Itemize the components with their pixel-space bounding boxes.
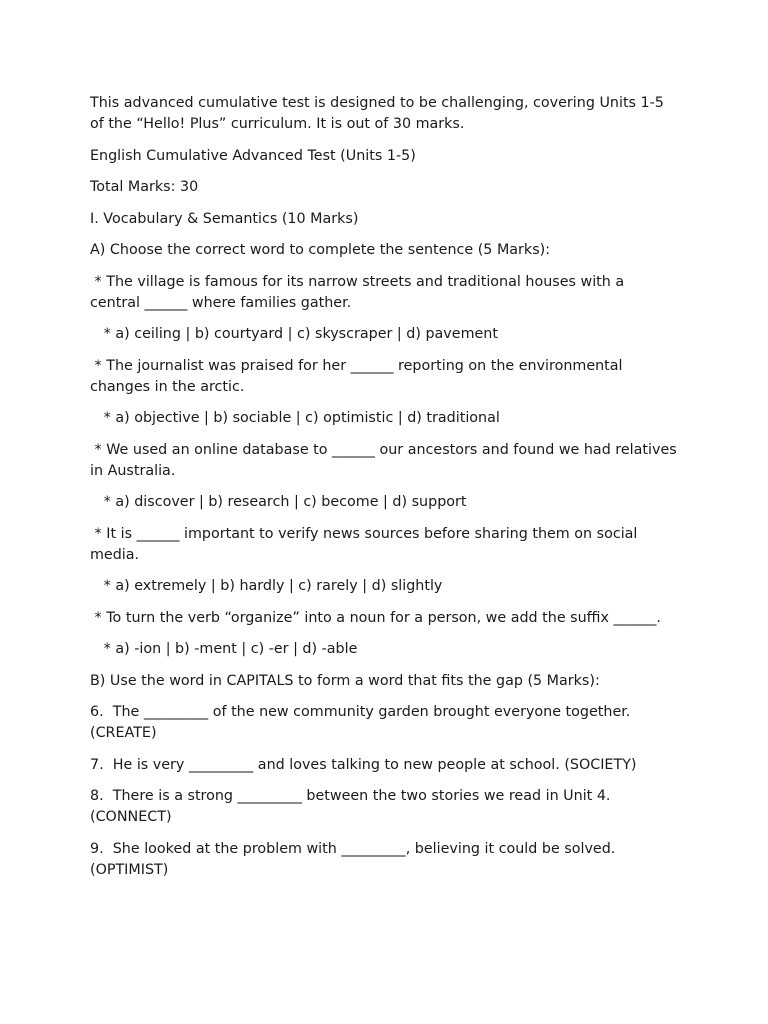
question-6: 6. The _________ of the new community garden brought everyone together. (CREATE) xyxy=(90,704,635,741)
question-1-options: * a) ceiling | b) courtyard | c) skyscraper | d) pavement xyxy=(90,326,498,342)
question-7: 7. He is very _________ and loves talking to new people at school. (SOCIETY) xyxy=(90,756,637,773)
test-title: English Cumulative Advanced Test (Units 1-5) xyxy=(90,147,416,164)
question-2: * The journalist was praised for her ______ reporting on the environmental changes in the arctic. xyxy=(90,357,628,395)
document-page xyxy=(90,93,682,891)
question-4: * It is ______ important to verify news sources before sharing them on social media. xyxy=(90,525,642,563)
total-marks: Total Marks: 30 xyxy=(90,179,199,195)
question-8: 8. There is a strong _________ between the two stories we read in Unit 4. (CONNECT) xyxy=(90,788,616,825)
question-9: 9. She looked at the problem with _________, believing it could be solved. (OPTIMIST) xyxy=(90,840,620,878)
section-heading-vocabulary: I. Vocabulary & Semantics (10 Marks) xyxy=(90,210,359,227)
question-4-options: * a) extremely | b) hardly | c) rarely | d) slightly xyxy=(90,578,443,594)
question-2-options: * a) objective | b) sociable | c) optimistic | d) traditional xyxy=(90,410,500,426)
question-5-options: * a) -ion | b) -ment | c) -er | d) -able xyxy=(90,641,358,657)
question-3-options: * a) discover | b) research | c) become | d) support xyxy=(90,494,467,510)
question-5: * To turn the verb “organize” into a noun for a person, we add the suffix ______. xyxy=(90,609,661,626)
question-1: * The village is famous for its narrow streets and traditional houses with a central ______ where families gather. xyxy=(90,273,629,311)
part-b-heading: B) Use the word in CAPITALS to form a word that fits the gap (5 Marks): xyxy=(90,672,600,689)
intro-paragraph: This advanced cumulative test is designed to be challenging, covering Units 1-5 of the “Hello! Plus” curriculum. It is out of 30 marks. xyxy=(90,95,669,132)
part-a-heading: A) Choose the correct word to complete the sentence (5 Marks): xyxy=(90,242,551,258)
question-3: * We used an online database to ______ our ancestors and found we had relatives in Australia. xyxy=(90,441,682,479)
